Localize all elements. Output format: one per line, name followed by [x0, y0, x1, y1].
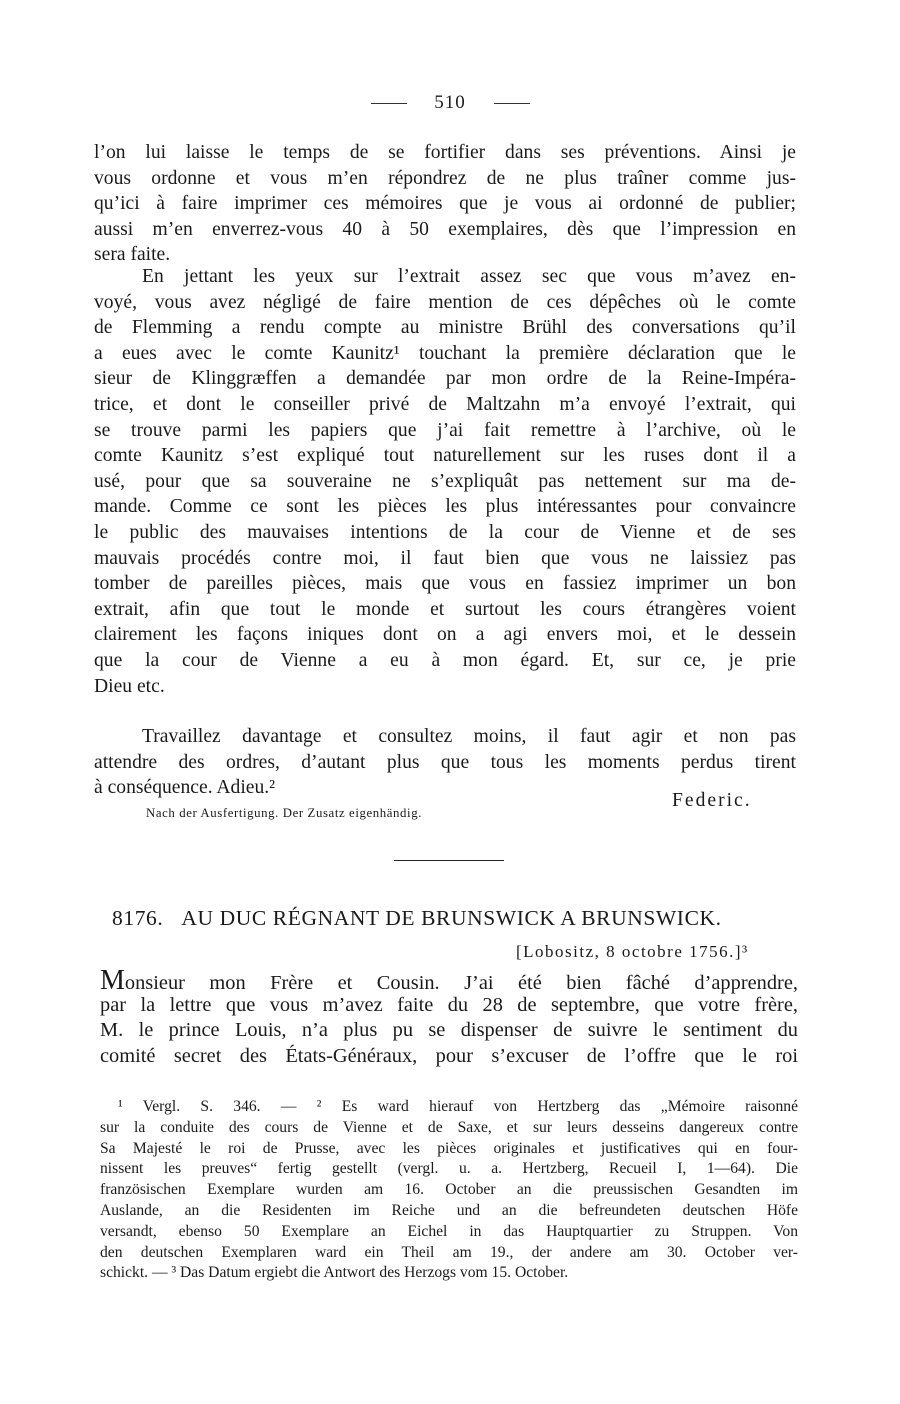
footnote-line: versandt, ebenso 50 Exemplare an Eichel in das Hauptquartier zu Struppen. Von — [100, 1222, 798, 1240]
text-line: sieur de Klinggræffen a demandée par mon ordre de la Reine-Impéra- — [94, 368, 796, 390]
text-line: usé, pour que sa souveraine ne s’expliquât pas nettement sur ma de- — [94, 470, 796, 492]
text-line: voyé, vous avez négligé de faire mention de ces dépêches où le comte — [94, 291, 796, 313]
text-line: M. le prince Louis, n’a plus pu se dispenser de suivre le sentiment du — [100, 1019, 798, 1042]
section-divider — [394, 860, 504, 861]
page-number: 510 — [434, 92, 466, 113]
letter-title: AU DUC RÉGNANT DE BRUNSWICK A BRUNSWICK. — [181, 906, 722, 930]
letter-number: 8176. — [112, 906, 164, 930]
footnote-line: schickt. — ³ Das Datum ergiebt die Antwort des Herzogs vom 15. October. — [100, 1264, 569, 1282]
header-dash-right — [494, 103, 530, 104]
text-line: se trouve parmi les papiers que j’ai fait remettre à l’archive, où le — [94, 419, 796, 441]
text-line: sera faite. — [94, 244, 171, 266]
text-line: En jettant les yeux sur l’extrait assez sec que vous m’avez en- — [142, 266, 796, 287]
footnotes — [100, 1097, 798, 1284]
text-line: de Flemming a rendu compte au ministre Brühl des conversations qu’il — [94, 317, 796, 339]
source-note: Nach der Ausfertigung. Der Zusatz eigenhändig. — [146, 806, 422, 820]
footnote-line: Sa Majesté le roi de Prusse, avec les pièces originales et justificatives qui en four- — [100, 1139, 798, 1157]
text-line: tomber de pareilles pièces, mais que vous en fassiez imprimer un bon — [94, 573, 796, 595]
letter-body — [100, 965, 798, 1069]
footnote-line: ¹ Vergl. S. 346. — ² Es ward hierauf von Hertzberg das „Mémoire raisonné — [118, 1098, 798, 1115]
text-line: mauvais procédés contre moi, il faut bien que vous ne laissiez pas — [94, 547, 796, 569]
text-line — [100, 965, 798, 996]
text-line: vous ordonne et vous m’en répondrez de ne plus traîner comme jus- — [94, 167, 796, 189]
text-line: extrait, afin que tout le monde et surtout les cours étrangères voient — [94, 598, 796, 620]
text-line: l’on lui laisse le temps de se fortifier dans ses préventions. Ainsi je — [94, 142, 796, 163]
text-line: mande. Comme ce sont les pièces les plus intéressantes pour convaincre — [94, 496, 796, 518]
text-line: par la lettre que vous m’avez faite du 28 de septembre, que votre frère, — [100, 994, 798, 1017]
text-line: que la cour de Vienne a eu à mon égard. Et, sur ce, je prie — [94, 649, 796, 671]
text-line: comte Kaunitz s’est expliqué tout naturellement sur les ruses dont il a — [94, 445, 796, 467]
footnote-line: französischen Exemplare wurden am 16. October an die preussischen Gesandten im — [100, 1181, 798, 1199]
footnote-line: nissent les preuves“ fertig gestellt (vergl. u. a. Hertzberg, Recueil I, 1—64). Die — [100, 1160, 798, 1178]
text-line: a eues avec le comte Kaunitz¹ touchant la première déclaration que le — [94, 342, 796, 364]
text-line: le public des mauvaises intentions de la cour de Vienne et de ses — [94, 521, 796, 543]
text-line: trice, et dont le conseiller privé de Maltzahn m’a envoyé l’extrait, qui — [94, 393, 796, 415]
letter-heading — [112, 906, 792, 931]
header-dash-left — [371, 103, 407, 104]
text-line: comité secret des États-Généraux, pour s’excuser de l’offre que le roi — [100, 1044, 798, 1067]
text-line: aussi m’en enverrez-vous 40 à 50 exemplaires, dès que l’impression en — [94, 218, 796, 240]
text-line: Dieu etc. — [94, 675, 165, 697]
page-header — [0, 92, 900, 114]
paragraph-2 — [94, 264, 796, 699]
footnote-line: Auslande, an die Residenten im Reiche und an die befreundeten deutschen Höfe — [100, 1201, 798, 1219]
text-line: qu’ici à faire imprimer ces mémoires que je vous ai ordonné de publier; — [94, 193, 796, 215]
footnote-line: sur la conduite des cours de Vienne et de Saxe, et sur leurs desseins dangereux contre — [100, 1118, 798, 1136]
footnote-line: den deutschen Exemplaren ward ein Theil am 19., der andere am 30. October ver- — [100, 1243, 798, 1261]
text-line: Travaillez davantage et consultez moins, il faut agir et non pas — [142, 726, 796, 747]
letter-dateline: [Lobositz, 8 octobre 1756.]³ — [516, 942, 749, 961]
text-line-content: onsieur mon Frère et Cousin. J’ai été bien fâché d’apprendre, — [124, 972, 798, 994]
paragraph-1 — [94, 140, 796, 268]
text-line: à conséquence. Adieu.² — [94, 777, 276, 799]
signature: Federic. — [672, 790, 752, 811]
text-line: attendre des ordres, d’autant plus que tous les moments perdus tirent — [94, 751, 796, 773]
text-line: clairement les façons iniques dont on a agi envers moi, et le dessein — [94, 624, 796, 646]
drop-cap: M — [100, 965, 125, 996]
